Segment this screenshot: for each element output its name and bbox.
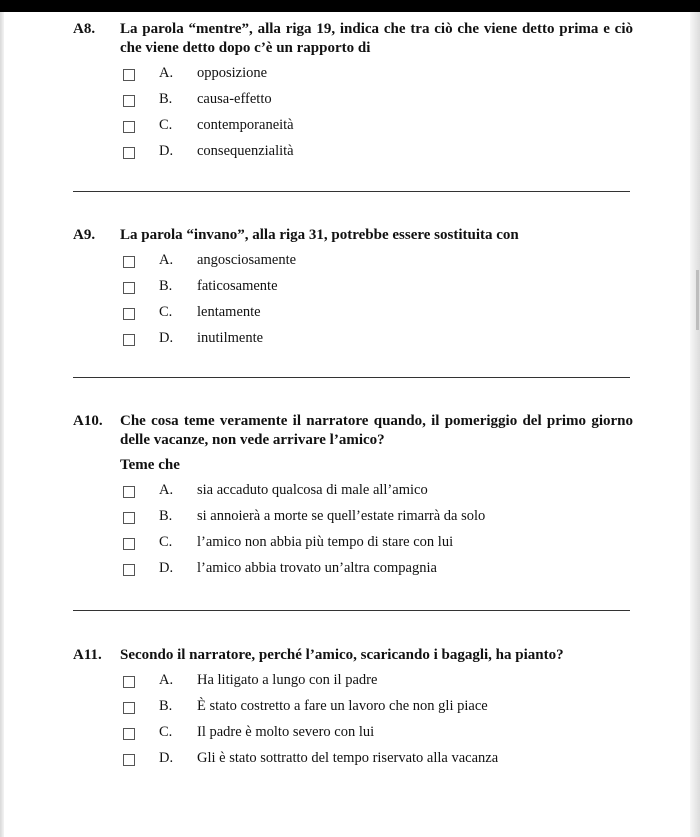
checkbox[interactable]	[123, 69, 135, 81]
checkbox[interactable]	[123, 538, 135, 550]
checkbox[interactable]	[123, 564, 135, 576]
checkbox[interactable]	[123, 754, 135, 766]
checkbox[interactable]	[123, 728, 135, 740]
option-text: Gli è stato sottratto del tempo riservato alla vacanza	[197, 750, 499, 766]
checkbox[interactable]	[123, 95, 135, 107]
checkbox[interactable]	[123, 676, 135, 688]
option-text: opposizione	[197, 65, 268, 81]
option-letter: A.	[159, 252, 174, 268]
option-letter: C.	[159, 117, 173, 133]
section-divider	[73, 377, 630, 378]
question-number: A11.	[73, 647, 102, 663]
question-subtext: Teme che	[120, 457, 180, 473]
option-letter: A.	[159, 672, 174, 688]
question-number: A8.	[73, 21, 96, 37]
option-a[interactable]	[73, 481, 633, 507]
option-letter: D.	[159, 750, 174, 766]
option-letter: D.	[159, 143, 174, 159]
page-left-edge	[0, 12, 4, 837]
checkbox[interactable]	[123, 702, 135, 714]
question-header	[73, 20, 633, 58]
question-header	[73, 226, 633, 245]
checkbox[interactable]	[123, 121, 135, 133]
option-d[interactable]	[73, 329, 633, 355]
checkbox[interactable]	[123, 256, 135, 268]
option-b[interactable]	[73, 90, 633, 116]
question-a11	[73, 646, 633, 775]
question-number: A9.	[73, 227, 96, 243]
checkbox[interactable]	[123, 147, 135, 159]
option-letter: B.	[159, 278, 173, 294]
question-header	[73, 646, 633, 665]
question-a10	[73, 412, 633, 585]
question-text: Che cosa teme veramente il narratore quando, il pomeriggio del primo giorno delle vacanze, non vede arrivare l’amico?	[120, 413, 633, 448]
options-list	[73, 64, 633, 168]
option-d[interactable]	[73, 559, 633, 585]
question-text: La parola “invano”, alla riga 31, potrebbe essere sostituita con	[120, 227, 519, 243]
option-d[interactable]	[73, 142, 633, 168]
option-letter: B.	[159, 698, 173, 714]
option-letter: D.	[159, 330, 174, 346]
option-text: sia accaduto qualcosa di male all’amico	[197, 482, 428, 498]
checkbox[interactable]	[123, 282, 135, 294]
checkbox[interactable]	[123, 486, 135, 498]
options-list	[73, 251, 633, 355]
checkbox[interactable]	[123, 512, 135, 524]
page-right-edge	[690, 12, 700, 837]
option-letter: C.	[159, 534, 173, 550]
option-letter: A.	[159, 65, 174, 81]
option-b[interactable]	[73, 507, 633, 533]
options-list	[73, 671, 633, 775]
question-text: Secondo il narratore, perché l’amico, scaricando i bagagli, ha pianto?	[120, 647, 564, 663]
option-a[interactable]	[73, 251, 633, 277]
option-c[interactable]	[73, 116, 633, 142]
options-list	[73, 481, 633, 585]
option-letter: C.	[159, 724, 173, 740]
section-divider	[73, 191, 630, 192]
screen-top-bar	[0, 0, 700, 12]
scroll-indicator[interactable]	[696, 270, 699, 330]
option-text: l’amico abbia trovato un’altra compagnia	[197, 560, 437, 576]
option-c[interactable]	[73, 723, 633, 749]
option-text: si annoierà a morte se quell’estate rimarrà da solo	[197, 508, 486, 524]
option-text: Ha litigato a lungo con il padre	[197, 672, 378, 688]
option-b[interactable]	[73, 697, 633, 723]
option-a[interactable]	[73, 671, 633, 697]
option-text: angosciosamente	[197, 252, 297, 268]
option-text: l’amico non abbia più tempo di stare con lui	[197, 534, 454, 550]
question-a8	[73, 20, 633, 168]
option-text: inutilmente	[197, 330, 264, 346]
option-b[interactable]	[73, 277, 633, 303]
option-letter: C.	[159, 304, 173, 320]
option-text: faticosamente	[197, 278, 278, 294]
option-a[interactable]	[73, 64, 633, 90]
option-d[interactable]	[73, 749, 633, 775]
checkbox[interactable]	[123, 308, 135, 320]
question-number: A10.	[73, 413, 103, 429]
option-text: lentamente	[197, 304, 261, 320]
option-letter: B.	[159, 508, 173, 524]
option-text: causa-effetto	[197, 91, 272, 107]
option-c[interactable]	[73, 533, 633, 559]
option-letter: D.	[159, 560, 174, 576]
option-c[interactable]	[73, 303, 633, 329]
option-text: contemporaneità	[197, 117, 294, 133]
section-divider	[73, 610, 630, 611]
question-a9	[73, 226, 633, 355]
checkbox[interactable]	[123, 334, 135, 346]
option-text: Il padre è molto severo con lui	[197, 724, 375, 740]
question-header	[73, 412, 633, 450]
option-letter: A.	[159, 482, 174, 498]
question-text: La parola “mentre”, alla riga 19, indica che tra ciò che viene detto prima e ciò che viene detto dopo c’è un rapporto di	[120, 21, 633, 56]
option-text: consequenzialità	[197, 143, 294, 159]
option-letter: B.	[159, 91, 173, 107]
option-text: È stato costretto a fare un lavoro che non gli piace	[197, 698, 488, 714]
